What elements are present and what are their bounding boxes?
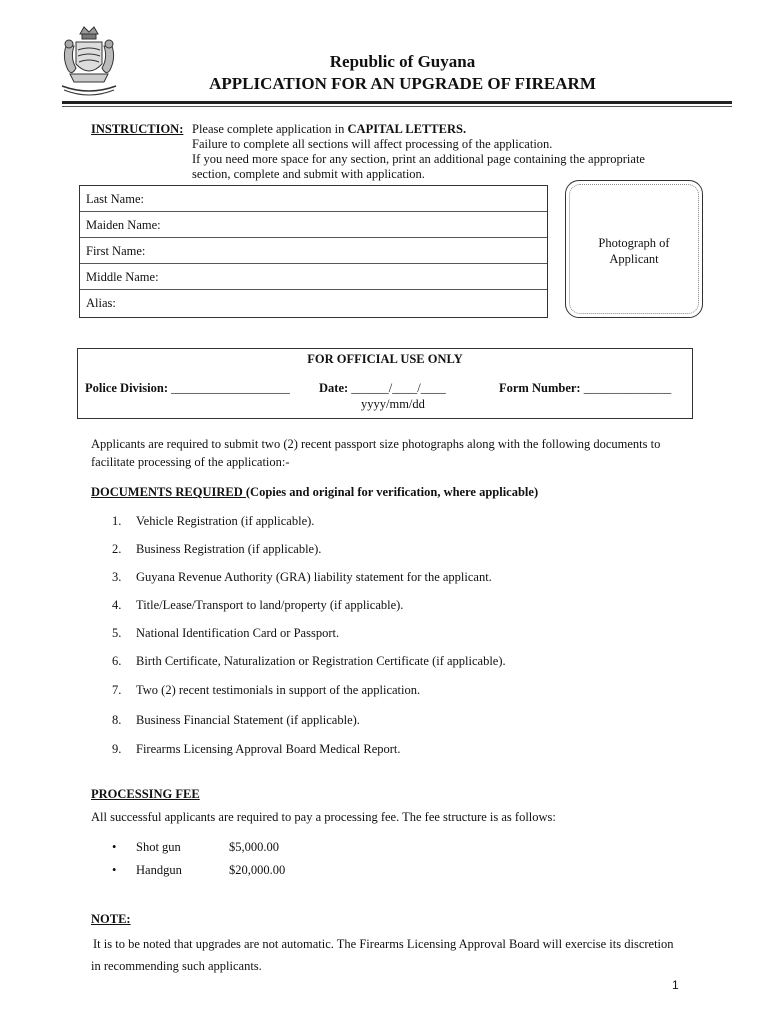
form-number-label: Form Number: (499, 381, 581, 395)
date-format-hint: yyyy/mm/dd (361, 397, 425, 411)
instruction-line-2: Failure to complete all sections will affect processing of the application. (192, 137, 553, 151)
form-number-blank: ______________ (583, 381, 672, 395)
date-label: Date: (319, 381, 349, 395)
document-item: Business Registration (if applicable). (136, 542, 322, 556)
instruction-capital-letters: CAPITAL LETTERS. (347, 122, 467, 136)
police-division-label: Police Division: (85, 381, 168, 395)
document-item: Guyana Revenue Authority (GRA) liability statement for the applicant. (136, 570, 492, 584)
document-item: Firearms Licensing Approval Board Medical Report. (136, 742, 401, 756)
fee-type-handgun: Handgun (136, 863, 182, 877)
intro-line-1: Applicants are required to submit two (2) recent passport size photographs along with the following documents to (91, 437, 661, 451)
first-name-field[interactable]: First Name: (80, 238, 547, 264)
processing-fee-heading (91, 787, 200, 802)
document-number: 2. (112, 542, 122, 556)
document-item: Title/Lease/Transport to land/property (if applicable). (136, 598, 404, 612)
instruction-line-4: section, complete and submit with application. (192, 167, 425, 181)
document-item: National Identification Card or Passport. (136, 626, 340, 640)
instruction-label: INSTRUCTION: (91, 122, 184, 136)
instruction-line-1-text: Please complete application in (192, 122, 348, 136)
official-use-title: FOR OFFICIAL USE ONLY (307, 352, 463, 366)
applicant-name-fields (79, 185, 548, 318)
intro-paragraph (91, 435, 691, 471)
document-item: Birth Certificate, Naturalization or Registration Certificate (if applicable). (136, 654, 506, 668)
documents-heading (91, 485, 538, 500)
document-item: Business Financial Statement (if applicable). (136, 713, 360, 727)
official-use-box (77, 348, 693, 419)
note-heading (91, 912, 131, 927)
document-number: 4. (112, 598, 122, 612)
document-item: Vehicle Registration (if applicable). (136, 514, 315, 528)
police-division-blank: ___________________ (171, 381, 290, 395)
note-title: NOTE: (91, 912, 131, 926)
middle-name-field[interactable]: Middle Name: (80, 264, 547, 290)
document-number: 7. (112, 683, 122, 697)
processing-fee-description: All successful applicants are required to pay a processing fee. The fee structure is as follows: (91, 810, 556, 824)
fee-amount-shotgun: $5,000.00 (229, 840, 279, 854)
fee-type-shotgun: Shot gun (136, 840, 181, 854)
form-title: APPLICATION FOR AN UPGRADE OF FIREARM (209, 74, 596, 93)
document-number: 3. (112, 570, 122, 584)
instruction-line-3: If you need more space for any section, print an additional page containing the appropriate (192, 152, 645, 166)
photo-label-line-1: Photograph of (598, 236, 670, 250)
note-line-2: in recommending such applicants. (91, 959, 262, 973)
form-number-field[interactable] (499, 381, 671, 396)
alias-field[interactable]: Alias: (86, 296, 116, 310)
documents-heading-title: DOCUMENTS REQUIRED (91, 485, 246, 499)
applicant-photo-box[interactable] (565, 180, 703, 318)
document-number: 1. (112, 514, 122, 528)
documents-heading-note: (Copies and original for verification, where applicable) (245, 485, 539, 499)
header-divider-thin (62, 106, 732, 107)
note-line-1: It is to be noted that upgrades are not automatic. The Firearms Licensing Approval Board will exercise its discretion (93, 937, 674, 951)
last-name-field[interactable]: Last Name: (80, 186, 547, 212)
photo-label (566, 235, 702, 267)
fee-amount-handgun: $20,000.00 (229, 863, 286, 877)
page-number: 1 (672, 978, 679, 992)
document-item: Two (2) recent testimonials in support of the application. (136, 683, 421, 697)
bullet-icon: • (112, 840, 117, 854)
date-field[interactable] (319, 381, 446, 396)
header-divider (62, 101, 732, 104)
photo-label-line-2: Applicant (609, 252, 659, 266)
police-division-field[interactable] (85, 381, 290, 396)
document-number: 9. (112, 742, 122, 756)
document-number: 5. (112, 626, 122, 640)
bullet-icon: • (112, 863, 117, 877)
intro-line-2: facilitate processing of the application:- (91, 455, 290, 469)
instruction-line-1 (192, 122, 466, 137)
document-number: 6. (112, 654, 122, 668)
maiden-name-field[interactable]: Maiden Name: (80, 212, 547, 238)
date-blank: ______/____/____ (351, 381, 446, 395)
processing-fee-title: PROCESSING FEE (91, 787, 200, 801)
country-title: Republic of Guyana (329, 52, 476, 71)
document-number: 8. (112, 713, 122, 727)
